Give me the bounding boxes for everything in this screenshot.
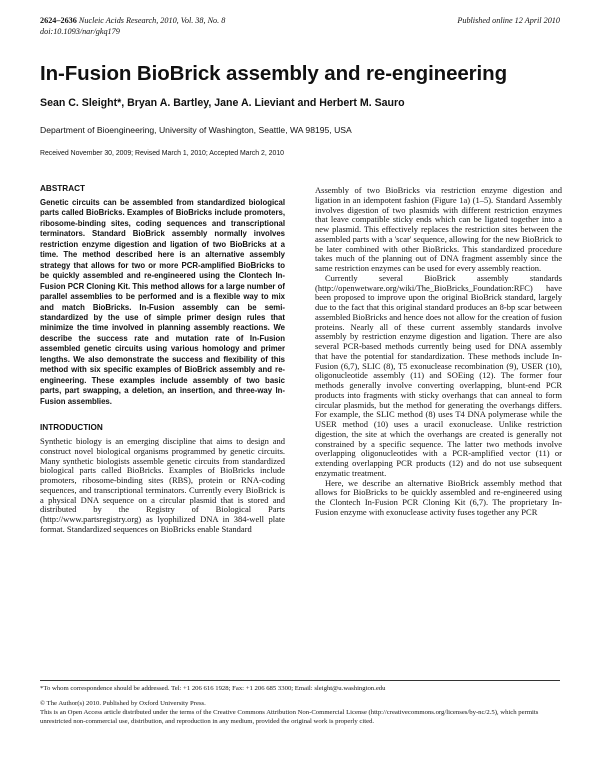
introduction-heading: INTRODUCTION — [40, 423, 103, 433]
article-title: In-Fusion BioBrick assembly and re-engineering — [40, 62, 508, 85]
correspondence-note: *To whom correspondence should be addressed. Tel: +1 206 616 1928; Fax: +1 206 685 3300; Email: sleight@u.washington.edu — [40, 685, 386, 692]
page-range: 2624–2636 — [40, 16, 77, 25]
footnotes — [40, 680, 560, 726]
header-left — [40, 15, 225, 37]
license-note: This is an Open Access article distributed under the terms of the Creative Commons Attribution Non-Commercial License (http://creativecommons.org/licenses/by-nc/2.5), which permits unrestricted non-commercial use, distribution, and reproduction in any medium, provided the original work is properly cited. — [40, 709, 539, 725]
copyright-note: © The Author(s) 2010. Published by Oxford University Press. — [40, 700, 206, 707]
right-paragraph-1: Assembly of two BioBricks via restriction enzyme digestion and ligation in an idempotent fashion (Figure 1a) (1–5). Standard Assembly involves digestion of two plasmids with different restriction enzymes that leave compatible sticky ends which can be ligated together into a new plasmid. This effectively replaces the restriction sites between the assembled parts with a 'scar' sequence, allowing for the new BioBrick to be later combined with other BioBricks. This standardized procedure takes much of the planning out of DNA fragment assembly since the same restriction enzymes can be used for every assembly reaction. — [315, 185, 562, 273]
journal-info: Nucleic Acids Research, 2010, Vol. 38, No. 8 — [76, 16, 226, 25]
running-header — [40, 15, 560, 37]
abstract-heading: ABSTRACT — [40, 184, 86, 193]
author-list: Sean C. Sleight*, Bryan A. Bartley, Jane A. Lieviant and Herbert M. Sauro — [40, 97, 405, 109]
doi: doi:10.1093/nar/gkq179 — [40, 27, 120, 36]
introduction-paragraph-1: Synthetic biology is an emerging discipline that aims to design and construct novel biological organisms programmed by genetic circuits. Many synthetic biologists assemble genetic circuits from standardized biological parts called BioBricks. Examples of BioBricks include promoters, ribosome-binding sites (RBS), protein or RNA-coding sequences, and transcriptional terminators. Currently every BioBrick is a physical DNA sequence on a circular plasmid that is stored and distributed by the Registry of Biological Parts (http://www.partsregistry.org) as lyophilized DNA in 384-well plate format. Standardized sequences on BioBricks enable Standard — [40, 436, 285, 534]
right-paragraph-3: Here, we describe an alternative BioBrick assembly method that allows for BioBricks to be quickly assembled and re-engineered using the Clontech In-Fusion PCR Cloning Kit (6,7). The proprietary In-Fusion enzyme with exonuclease activity fuses together any PCR — [315, 477, 562, 517]
abstract-text: Genetic circuits can be assembled from standardized biological parts called BioBricks. Examples of BioBricks include promoters, ribosome-binding sites, coding sequences and transcriptional terminators. Standard BioBrick assembly normally involves restriction enzyme digestion and ligation of two BioBricks at a time. The method described here is an alternative assembly strategy that allows for two or more PCR-amplified BioBricks to be quickly assembled and re-engineered using the Clontech In-Fusion PCR Cloning Kit. This method allows for a large number of parallel assemblies to be performed and is a flexible way to mix and match BioBricks. In-Fusion assembly can be semi-standardized by the use of simple primer design rules that minimize the time involved in planning assembly reactions. We describe the success rate and mutation rate of In-Fusion assembled genetic circuits using various homology and primer lengths. We also demonstrate the success and flexibility of this method with six specific examples of BioBrick assembly and re-engineering. These examples include assembly of two basic parts, part swapping, a deletion, an insertion, and three-way In-Fusion assemblies. — [40, 198, 285, 406]
right-column — [315, 186, 562, 518]
right-paragraph-2: Currently several BioBrick assembly standards (http://openwetware.org/wiki/The_BioBricks_Foundation:RFC) have been proposed to improve upon the original BioBrick standard, largely due to the fact that this original standard produces an 8-bp scar between assembled BioBricks and hence does not allow for the creation of fusion proteins. Nearly all of these current assembly standards involve assembly by restriction enzyme digestion and ligation. There are also several PCR-based methods currently being used for DNA assembly that have the potential for standardization. These methods include In-Fusion (6,7), SLIC (8), T5 exonuclease recombination (9), USER (10), oligonucleotide assembly (11) and SOEing (12). The former four methods generally involve converting overlapping, blunt-end PCR products into fragments with sticky overhangs that can anneal to form circular plasmids, but the method for generating the overhangs differs. For example, the SLIC method (8) uses T4 DNA polymerase while the USER method (10) uses a uracil exonuclease. Unlike restriction digestion, the site at which the overhangs are created is generally not constrained by a specific sequence. The latter two methods involve overlapping oligonucleotides with a PCR-amplified vector (11) or extending overlapping PCR products (12) and do not use subsequent enzymatic treatment. — [315, 272, 562, 478]
affiliation: Department of Bioengineering, University of Washington, Seattle, WA 98195, USA — [40, 125, 352, 135]
left-column — [40, 184, 285, 535]
published-date: Published online 12 April 2010 — [457, 16, 560, 25]
submission-dates: Received November 30, 2009; Revised March 1, 2010; Accepted March 2, 2010 — [40, 150, 284, 157]
